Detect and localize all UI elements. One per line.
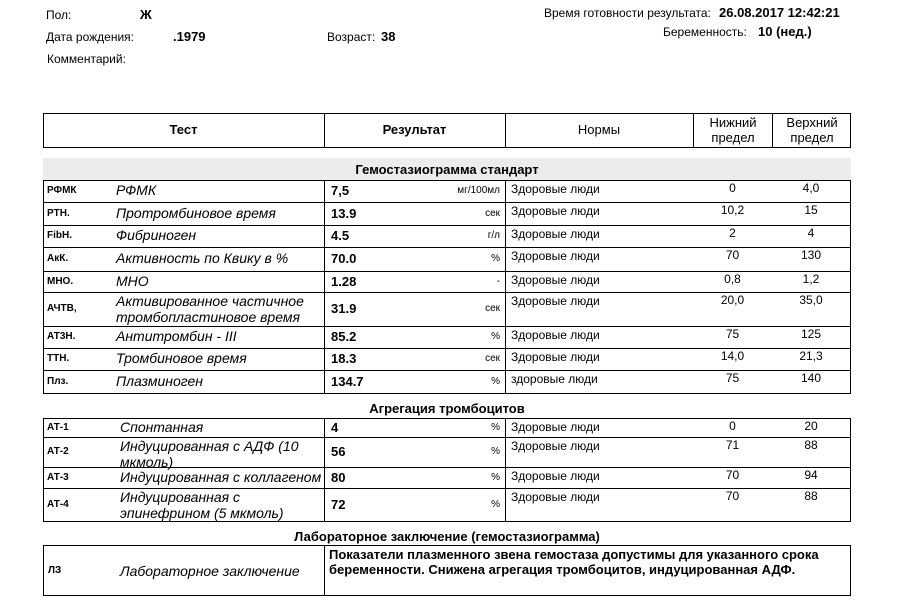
section-title-hemo: Гемостазиограмма стандарт	[355, 162, 539, 177]
upper-limit: 15	[804, 203, 818, 217]
col-divider	[505, 370, 506, 394]
result-unit: мг/100мл	[457, 185, 500, 196]
norm-label: Здоровые люди	[511, 204, 600, 218]
header-result: Результат	[382, 122, 447, 137]
test-code: МНО.	[47, 276, 74, 287]
test-name: Протромбиновое время	[116, 205, 276, 221]
test-name: Активированное частичное тромбопластиновое время	[116, 293, 304, 325]
col-divider	[43, 467, 44, 489]
col-divider	[43, 271, 44, 293]
lower-limit: 75	[725, 327, 740, 341]
col-divider	[324, 247, 325, 272]
result-unit: г/л	[487, 230, 500, 241]
result-value: 18.3	[331, 351, 357, 366]
section-title-conclusion: Лабораторное заключение (гемостазиограмма)	[294, 529, 600, 544]
col-divider	[850, 202, 851, 226]
col-divider	[324, 348, 325, 371]
age-value: 38	[381, 29, 396, 44]
section-title-aggregation: Агрегация тромбоцитов	[369, 401, 525, 416]
result-unit: %	[491, 331, 500, 342]
test-code: АТ-3	[47, 472, 69, 483]
row-divider	[43, 521, 851, 522]
result-unit: сек	[485, 303, 500, 314]
test-code: АТ-4	[47, 499, 69, 510]
result-value: 31.9	[331, 301, 357, 316]
upper-limit: 1,2	[802, 272, 820, 286]
row-divider	[43, 393, 851, 394]
result-unit: %	[491, 472, 500, 483]
result-unit: %	[491, 253, 500, 264]
conclusion-name: Лабораторное заключение	[120, 563, 300, 579]
col-divider	[505, 437, 506, 468]
upper-limit: 94	[804, 468, 818, 482]
col-divider	[324, 326, 325, 349]
result-value: 85.2	[331, 329, 357, 344]
test-code: АТ-1	[47, 422, 69, 433]
conclusion-code: ЛЗ	[48, 565, 62, 576]
col-divider	[43, 348, 44, 371]
lower-limit: 20,0	[720, 293, 745, 307]
result-value: 56	[331, 444, 346, 459]
test-code: Плз.	[47, 376, 69, 387]
col-divider	[505, 271, 506, 293]
norm-label: Здоровые люди	[511, 350, 600, 364]
col-divider	[43, 326, 44, 349]
result-value: 7,5	[331, 183, 350, 198]
col-divider	[43, 292, 44, 327]
upper-limit: 4,0	[802, 181, 820, 195]
result-value: 134.7	[331, 374, 364, 389]
result-unit: сек	[485, 353, 500, 364]
col-divider	[850, 180, 851, 203]
result-unit: сек	[485, 208, 500, 219]
col-divider	[324, 202, 325, 226]
test-code: АТ-2	[47, 446, 69, 457]
result-unit: %	[491, 422, 500, 433]
test-code: АТ3Н.	[47, 331, 76, 342]
test-name: Индуцированная с АДФ (10 мкмоль)	[120, 438, 299, 470]
col-divider	[324, 488, 325, 522]
result-unit: %	[491, 376, 500, 387]
norm-label: здоровые люди	[511, 372, 598, 386]
col-divider	[324, 180, 325, 203]
col-divider	[43, 370, 44, 394]
norm-label: Здоровые люди	[511, 328, 600, 342]
col-divider	[850, 437, 851, 468]
norm-label: Здоровые люди	[511, 420, 600, 434]
lower-limit: 75	[725, 371, 740, 385]
col-divider	[850, 225, 851, 248]
lower-limit: 70	[725, 468, 740, 482]
col-divider	[324, 370, 325, 394]
result-value: 4.5	[331, 228, 350, 243]
norm-label: Здоровые люди	[511, 490, 600, 504]
col-divider	[324, 271, 325, 293]
upper-limit: 20	[804, 419, 818, 433]
col-divider	[505, 467, 506, 489]
test-code: АЧТВ,	[47, 303, 77, 314]
test-name: РФМК	[116, 182, 157, 198]
col-divider	[505, 292, 506, 327]
upper-limit: 4	[807, 226, 815, 240]
col-divider	[850, 247, 851, 272]
result-value: 13.9	[331, 206, 357, 221]
col-divider	[505, 202, 506, 226]
conclusion-text: Показатели плазменного звена гемостаза допустимы для указанного срока беременности. Снижена агрегация тромбоцитов, индуцированная АДФ.	[329, 547, 819, 577]
test-name: Индуцированная с коллагеном	[120, 469, 322, 485]
col-divider	[43, 180, 44, 203]
col-divider	[324, 292, 325, 327]
age-label: Возраст:	[327, 30, 376, 44]
result-unit: %	[491, 446, 500, 457]
col-divider	[43, 437, 44, 468]
ready-time-value: 26.08.2017 12:42:21	[719, 5, 840, 20]
test-name: Фибриноген	[116, 227, 197, 243]
lower-limit: 70	[725, 489, 740, 503]
col-divider	[324, 467, 325, 489]
test-code: PTH.	[47, 208, 70, 219]
sex-value: Ж	[140, 7, 152, 22]
upper-limit: 125	[800, 327, 822, 341]
col-divider	[850, 467, 851, 489]
lower-limit: 0	[729, 419, 736, 433]
result-value: 1.28	[331, 274, 357, 289]
col-divider	[324, 225, 325, 248]
test-code: FibH.	[47, 230, 72, 241]
col-divider	[505, 488, 506, 522]
header-upper-limit: Верхний предел	[786, 115, 838, 145]
col-divider	[850, 271, 851, 293]
test-name: Активность по Квику в %	[116, 250, 289, 266]
col-divider	[43, 247, 44, 272]
lower-limit: 0	[729, 181, 736, 195]
header-norms: Нормы	[577, 122, 621, 137]
test-code: ТТН.	[47, 353, 70, 364]
header-test: Тест	[169, 122, 198, 137]
col-divider	[850, 418, 851, 438]
col-divider	[43, 225, 44, 248]
pregnancy-label: Беременность:	[663, 25, 747, 39]
upper-limit: 140	[800, 371, 822, 385]
test-name: Индуцированная с эпинефрином (5 мкмоль)	[120, 489, 284, 521]
test-name: Антитромбин - III	[116, 328, 237, 344]
col-divider	[43, 488, 44, 522]
col-divider	[324, 437, 325, 468]
lower-limit: 10,2	[720, 203, 745, 217]
pregnancy-value: 10 (нед.)	[758, 24, 812, 39]
ready-time-label: Время готовности результата:	[544, 6, 711, 20]
test-name: Спонтанная	[120, 419, 204, 435]
header-lower-limit: Нижний предел	[709, 115, 757, 145]
upper-limit: 35,0	[799, 293, 823, 307]
col-divider	[505, 418, 506, 438]
lower-limit: 14,0	[720, 349, 745, 363]
result-unit: %	[491, 499, 500, 510]
norm-label: Здоровые люди	[511, 273, 600, 287]
lower-limit: 70	[725, 248, 740, 262]
lower-limit: 0,8	[724, 272, 741, 286]
col-divider	[505, 348, 506, 371]
test-name: МНО	[116, 273, 149, 289]
result-value: 4	[331, 420, 339, 435]
norm-label: Здоровые люди	[511, 182, 600, 196]
norm-label: Здоровые люди	[511, 294, 600, 308]
col-divider	[850, 348, 851, 371]
test-code: РФМК	[47, 185, 77, 196]
col-divider	[850, 488, 851, 522]
comment-label: Комментарий:	[47, 52, 126, 66]
upper-limit: 88	[804, 438, 818, 452]
result-unit: -	[496, 276, 500, 287]
upper-limit: 130	[800, 248, 822, 262]
col-divider	[43, 202, 44, 226]
test-name: Тромбиновое время	[116, 350, 247, 366]
result-value: 70.0	[331, 251, 357, 266]
norm-label: Здоровые люди	[511, 469, 600, 483]
lower-limit: 2	[729, 226, 736, 240]
sex-label: Пол:	[46, 8, 72, 22]
col-divider	[505, 326, 506, 349]
test-name: Плазминоген	[116, 373, 203, 389]
norm-label: Здоровые люди	[511, 439, 600, 453]
col-divider	[505, 247, 506, 272]
norm-label: Здоровые люди	[511, 249, 600, 263]
dob-value: .1979	[173, 29, 206, 44]
upper-limit: 88	[804, 489, 818, 503]
lower-limit: 71	[725, 438, 740, 452]
result-value: 72	[331, 497, 346, 512]
result-value: 80	[331, 470, 346, 485]
dob-label: Дата рождения:	[46, 30, 134, 44]
col-divider	[850, 292, 851, 327]
col-divider	[505, 225, 506, 248]
col-divider	[505, 180, 506, 203]
upper-limit: 21,3	[799, 349, 823, 363]
test-code: АкК.	[47, 253, 69, 264]
norm-label: Здоровые люди	[511, 227, 600, 241]
col-divider	[850, 370, 851, 394]
col-divider	[324, 418, 325, 438]
col-divider	[850, 326, 851, 349]
col-divider	[43, 418, 44, 438]
